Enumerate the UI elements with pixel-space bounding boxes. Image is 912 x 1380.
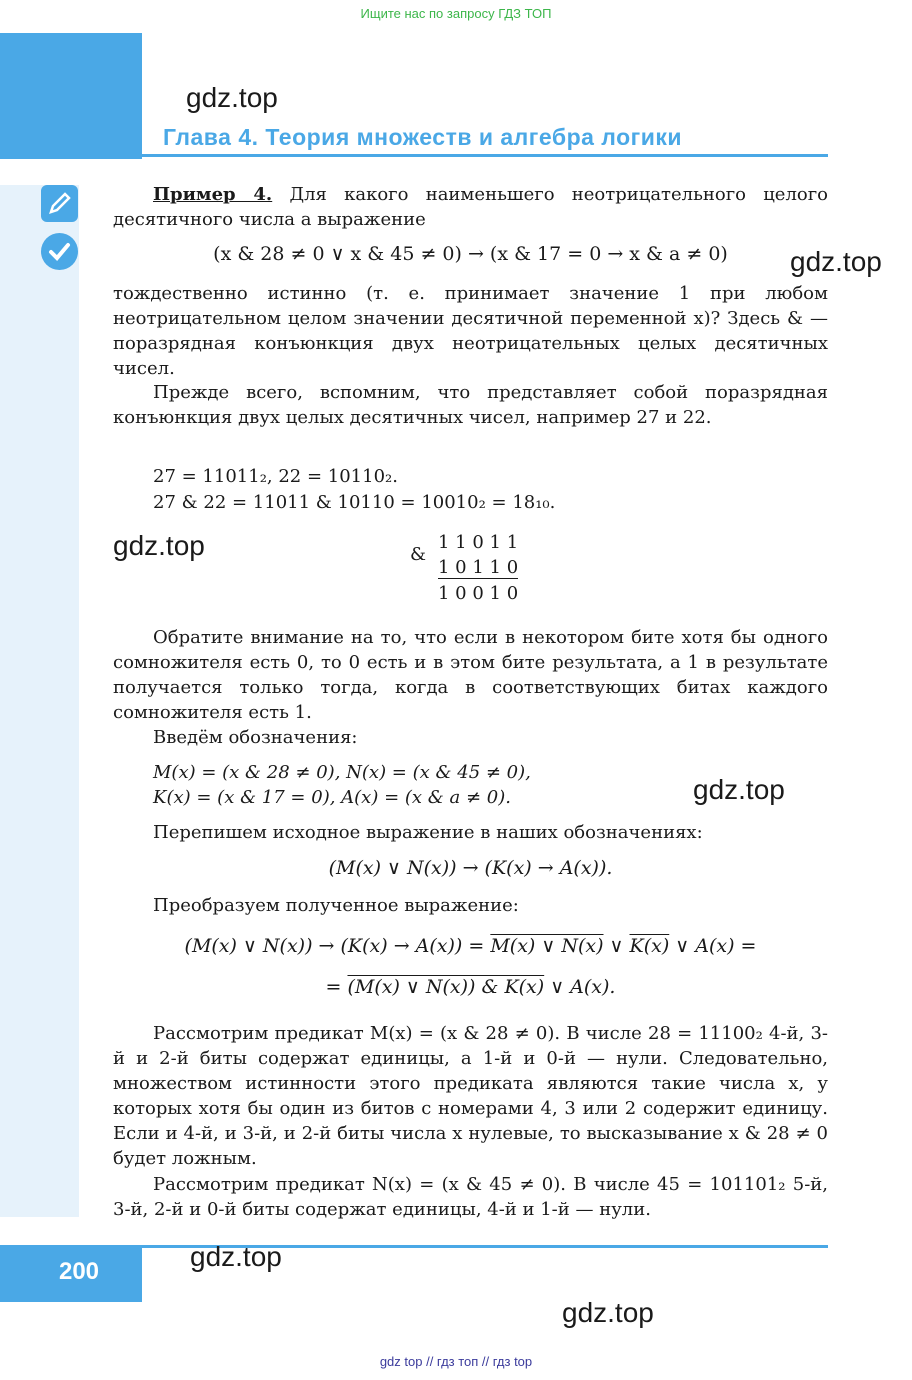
paragraph-6: Преобразуем полученное выражение: [153, 895, 519, 916]
paragraph-5: Перепишем исходное выражение в наших обозначениях: [153, 822, 703, 843]
binary-row-1: 1 1 0 1 1 [438, 532, 519, 553]
watermark: gdz.top [186, 82, 278, 113]
watermark: gdz.top [190, 1241, 282, 1272]
chapter-title: Глава 4. Теория множеств и алгебра логики [163, 124, 683, 150]
watermark: gdz.top [562, 1297, 654, 1328]
binary-row-2: 1 0 1 1 0 [438, 557, 519, 578]
formula-2: (M(x) ∨ N(x)) → (K(x) → A(x)). [328, 857, 613, 879]
watermark: gdz.top [693, 774, 785, 805]
paragraph-2: Прежде всего, вспомним, что представляет собой поразрядная конъюнкция двух целых десятичных чисел, например 27 и 22. [113, 382, 828, 428]
page-number: 200 [58, 1258, 100, 1285]
formula-3b-over: (M(x) ∨ N(x)) & K(x) [347, 976, 545, 998]
example-text: Для какого наименьшего неотрицательного целого десятичного числа a выражение [113, 184, 829, 230]
paragraph-4: Введём обозначения: [153, 727, 358, 748]
formula-3a-end: ∨ A(x) = [669, 935, 757, 957]
watermark: gdz.top [790, 246, 882, 277]
example-paragraph [113, 182, 828, 232]
paragraph-1: тождественно истинно (т. е. принимает значение 1 при любом неотрицательном целом значении десятичной переменной x)? Здесь & — поразрядная конъюнкция двух неотрицательных целых десятичных чисел. [113, 283, 828, 379]
formula-3b-start: = [325, 976, 348, 998]
paragraph-7: Рассмотрим предикат M(x) = (x & 28 ≠ 0). В числе 28 = 11100₂ 4-й, 3-й и 2-й биты содержат единицы, а 1-й и 0-й — нули. Следовательно, множеством истинности этого предиката являются такие числа x, у которых хотя бы один из битов с номерами 4, 3 или 2 содержит единицу. Если и 4-й, и 3-й, и 2-й биты числа x нулевые, то высказывание x & 28 ≠ 0 будет ложным. [113, 1023, 828, 1169]
watermark: gdz.top [113, 530, 205, 561]
formula-3b-end: ∨ A(x). [544, 976, 616, 998]
check-icon [41, 233, 78, 270]
binary-op: & [410, 544, 427, 565]
divider [142, 154, 828, 157]
top-banner[interactable]: Ищите нас по запросу ГДЗ ТОП [360, 6, 552, 21]
pencil-icon [41, 185, 78, 222]
formula-3a-left: (M(x) ∨ N(x)) → (K(x) → A(x)) = [184, 935, 485, 957]
header-block [0, 33, 142, 159]
definition-2: K(x) = (x & 17 = 0), A(x) = (x & a ≠ 0). [153, 787, 511, 808]
example-label: Пример 4. [153, 184, 273, 205]
formula-3a-mid: ∨ [603, 935, 630, 957]
paragraph-8: Рассмотрим предикат N(x) = (x & 45 ≠ 0). В числе 45 = 101101₂ 5-й, 3-й, 2-й и 0-й биты содержат единицы, 4-й и 1-й — нули. [113, 1174, 828, 1220]
side-strip [0, 185, 79, 1217]
formula-3a [113, 935, 828, 957]
formula-3b [113, 976, 828, 998]
footer-links[interactable]: gdz top // гдз топ // гдз top [379, 1354, 533, 1369]
equation-1: 27 = 11011₂, 22 = 10110₂. [153, 466, 398, 487]
binary-result: 1 0 0 1 0 [438, 583, 519, 604]
formula-main: (x & 28 ≠ 0 ∨ x & 45 ≠ 0) → (x & 17 = 0 → x & a ≠ 0) [213, 243, 728, 265]
equation-2: 27 & 22 = 11011 & 10110 = 10010₂ = 18₁₀. [153, 492, 556, 513]
formula-3a-over-1: M(x) ∨ N(x) [490, 935, 604, 957]
paragraph-3: Обратите внимание на то, что если в некотором бите хотя бы одного сомножителя есть 0, то 0 есть и в этом бите результата, а 1 в результате получается только тогда, когда в соответствующих битах каждого сомножителя есть 1. [113, 627, 828, 723]
formula-3a-over-2: K(x) [629, 935, 670, 957]
definition-1: M(x) = (x & 28 ≠ 0), N(x) = (x & 45 ≠ 0), [153, 762, 531, 783]
